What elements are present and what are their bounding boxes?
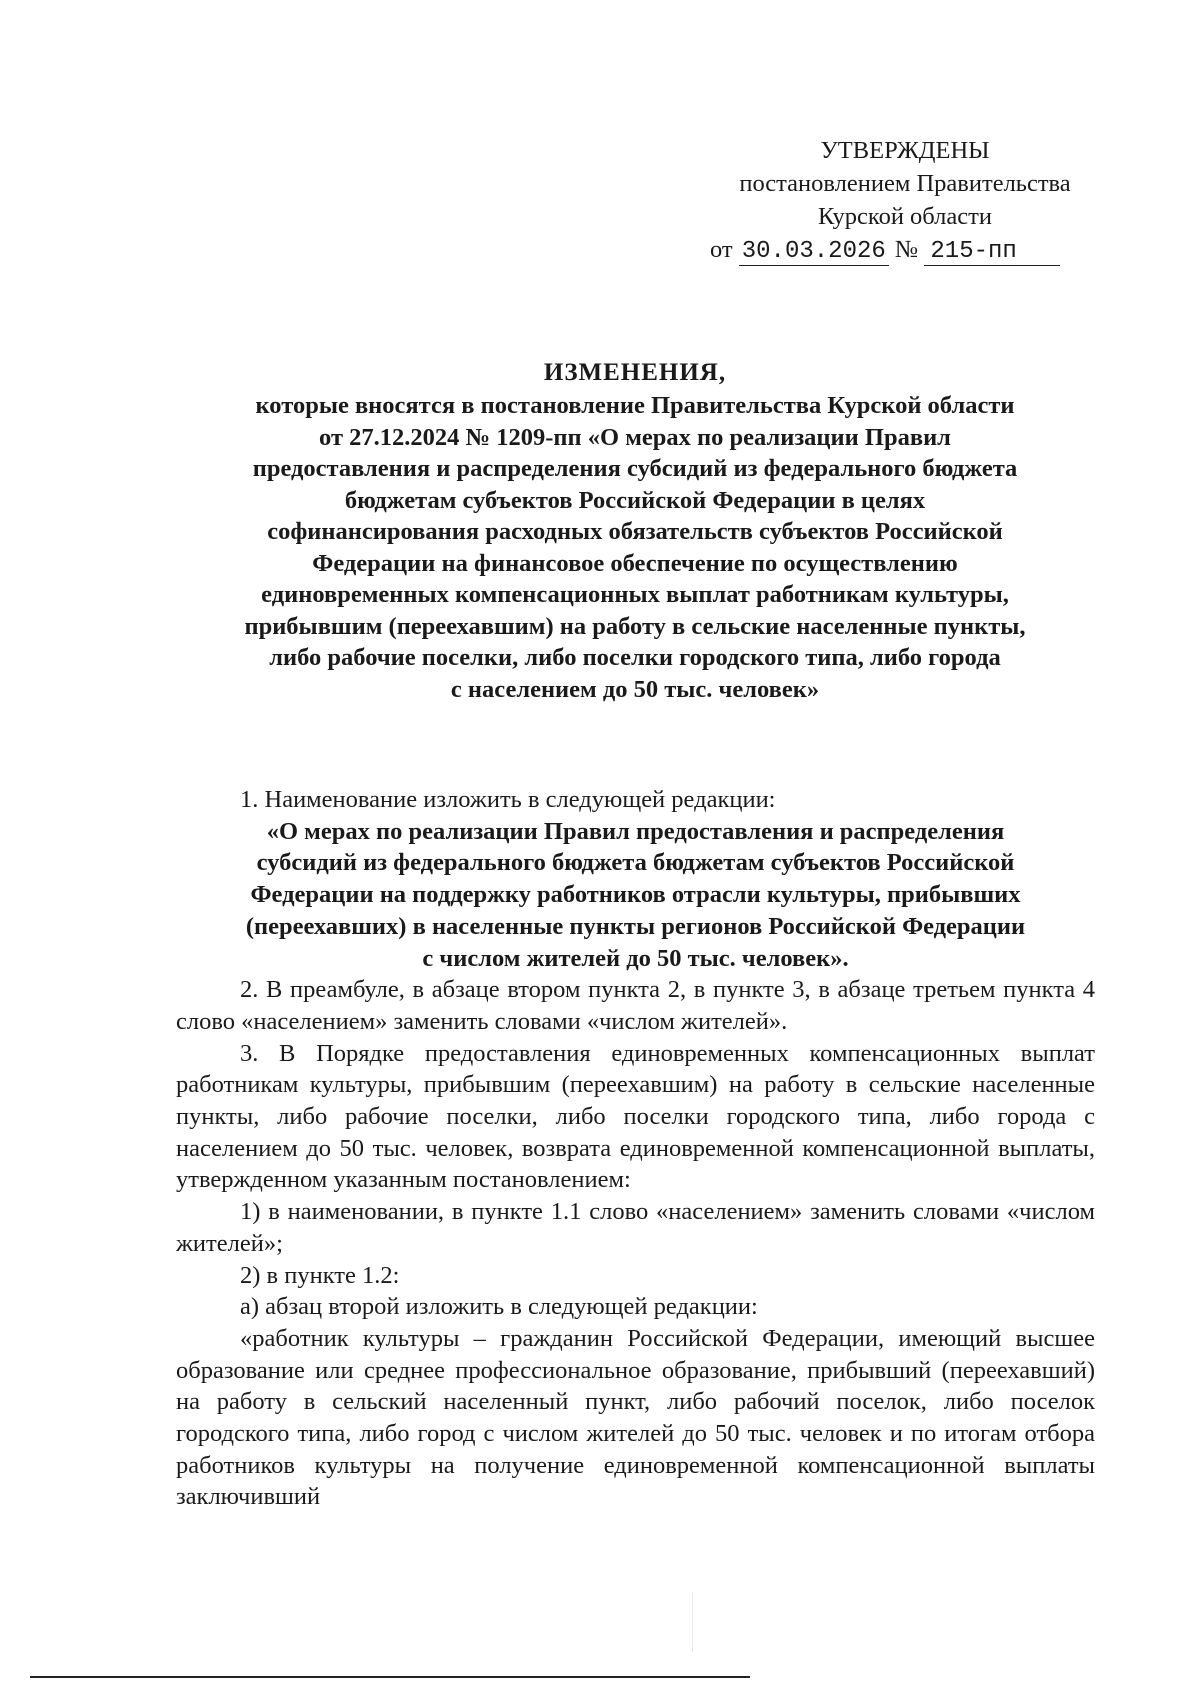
document-body [176, 784, 1095, 1513]
title-line: предоставления и распределения субсидий из федерального бюджета [252, 455, 1018, 482]
title-line: с населением до 50 тыс. человек» [450, 675, 820, 703]
document-title [170, 356, 1100, 705]
title-line: прибывшим (переехавшим) на работу в сельские населенные пункты, [244, 612, 1026, 640]
from-label: от [710, 236, 733, 263]
new-title-line: с числом жителей до 50 тыс. человек». [422, 944, 849, 972]
item-1-intro: 1. Наименование изложить в следующей редакции: [240, 786, 776, 813]
scan-artifact [692, 1592, 693, 1652]
new-title-line: «О мерах по реализации Правил предоставления и распределения [266, 817, 1005, 845]
title-heading: ИЗМЕНЕНИЯ, [543, 359, 727, 386]
title-line: софинансирования расходных обязательств субъектов Российской [267, 518, 1003, 545]
title-line: от 27.12.2024 № 1209-пп «О мерах по реализации Правил [319, 423, 951, 451]
number-label: № [894, 236, 919, 263]
sub-item-2: 2) в пункте 1.2: [240, 1261, 400, 1289]
item-1-new-title [176, 816, 1095, 975]
sub-item-1: 1) в наименовании, в пункте 1.1 слово «населением» заменить словами «числом жителей»; [176, 1198, 1095, 1257]
approval-date: 30.03.2026 [739, 239, 889, 266]
quoted-definition: «работник культуры – гражданин Российской Федерации, имеющий высшее образование или среднее профессиональное образование, прибывший (переехавший) на работу в сельский населенный пункт, либо рабочий поселок, либо поселок городского типа, либо город с числом жителей до 50 тыс. человек и по итогам отбора работников культуры на получение единовременной компенсационной выплаты заключивший [176, 1324, 1095, 1511]
approval-region: Курской области [818, 203, 992, 230]
item-3: 3. В Порядке предоставления единовременных компенсационных выплат работникам культуры, прибывшим (переехавшим) на работу в сельские населенные пункты, либо рабочие поселки, либо поселки городского типа, либо города с населением до 50 тыс. человек, возврата единовременной компенсационной выплаты, утвержденном указанным постановлением: [176, 1039, 1095, 1194]
title-line: Федерации на финансовое обеспечение по осуществлению [312, 549, 958, 577]
approval-number: 215-пп [924, 239, 1060, 266]
approval-heading: УТВЕРЖДЕНЫ [820, 137, 990, 164]
title-subtitle [170, 390, 1100, 705]
approval-issuer: постановлением Правительства [739, 170, 1071, 197]
new-title-line: Федерации на поддержку работников отрасли культуры, прибывших [250, 881, 1021, 909]
approval-block [700, 134, 1110, 266]
approval-registration [700, 233, 1110, 266]
title-line: которые вносятся в постановление Правительства Курской области [255, 392, 1015, 419]
sub-item-2a: а) абзац второй изложить в следующей редакции: [240, 1293, 758, 1321]
item-2: 2. В преамбуле, в абзаце втором пункта 2, в пункте 3, в абзаце третьем пункта 4 слово «населением» заменить словами «числом жителей». [176, 976, 1095, 1035]
new-title-line: субсидий из федерального бюджета бюджетам субъектов Российской [256, 849, 1015, 877]
title-line: либо рабочие поселки, либо поселки городского типа, либо города [269, 644, 1001, 671]
title-line: бюджетам субъектов Российской Федерации в целях [344, 486, 926, 514]
new-title-line: (переехавших) в населенные пункты регионов Российской Федерации [245, 912, 1026, 940]
bottom-rule [30, 1676, 750, 1678]
title-line: единовременных компенсационных выплат работникам культуры, [261, 581, 1009, 608]
